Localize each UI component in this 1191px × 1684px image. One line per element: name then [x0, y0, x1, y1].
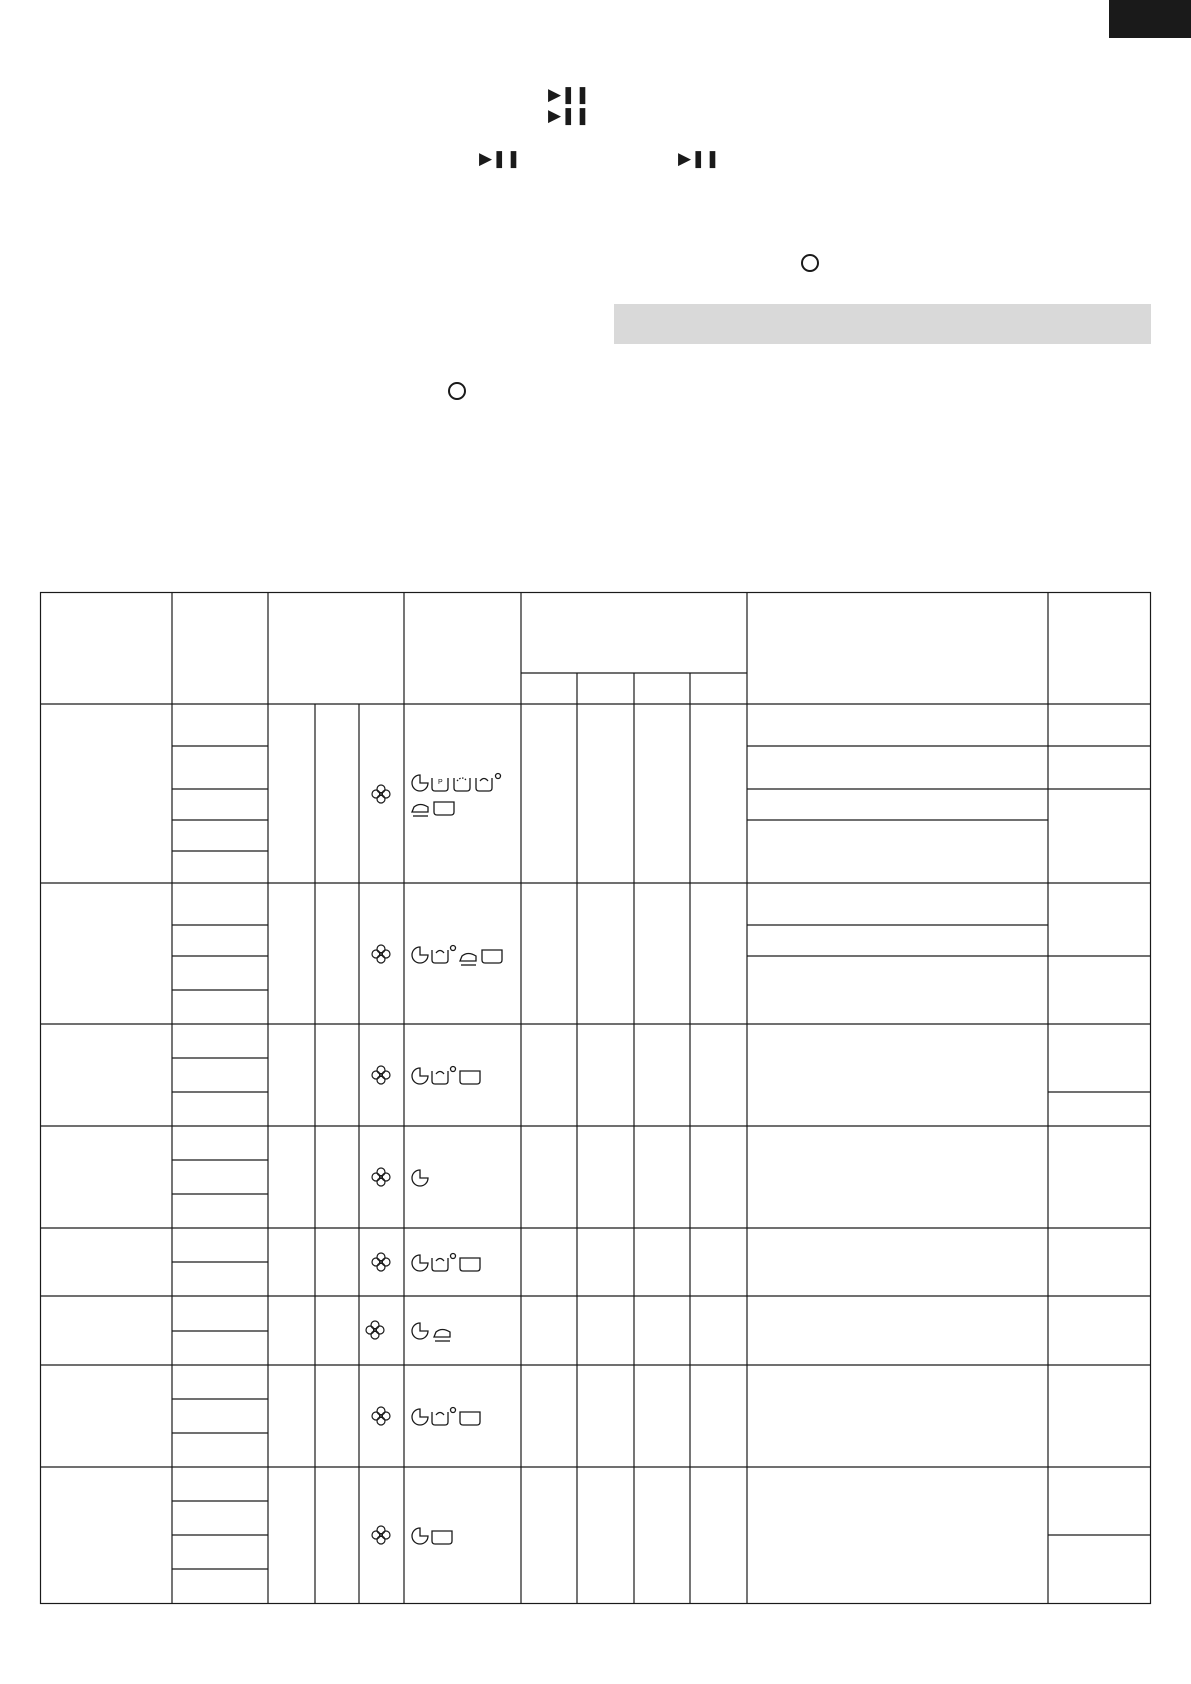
drum-icon [482, 950, 502, 963]
timer-icon [412, 1323, 428, 1339]
play-pause-icon: ▶❚❚ [678, 149, 720, 168]
timer-icon [412, 1255, 428, 1271]
intensive-icon [432, 1412, 448, 1425]
flower-icon [371, 944, 391, 964]
timer-icon [412, 1528, 428, 1544]
iron-icon [434, 1330, 450, 1338]
flower-icon [371, 1252, 391, 1272]
timer-icon [412, 1170, 428, 1186]
wash-step-icons [410, 1406, 490, 1428]
svg-text:P: P [438, 779, 443, 786]
flower-icon [365, 1320, 385, 1340]
flower-icon [371, 1525, 391, 1545]
wash-step-icons [410, 1252, 490, 1274]
drum-icon [432, 1531, 452, 1544]
play-pause-icon: ▶❚❚ [548, 106, 590, 125]
flower-icon [371, 1406, 391, 1426]
timer-icon [412, 775, 428, 791]
iron-icon [412, 805, 428, 813]
drum-icon [460, 1071, 480, 1084]
table-border [41, 593, 1151, 1604]
wash-step-icons [410, 944, 514, 966]
drum-icon [460, 1412, 480, 1425]
iron-icon [460, 954, 476, 962]
wash-step-icons [410, 1320, 460, 1344]
intensive-icon [476, 778, 492, 791]
play-pause-icon: ▶❚❚ [548, 85, 590, 104]
drum-icon [434, 802, 454, 815]
flower-icon [371, 1167, 391, 1187]
timer-icon [412, 947, 428, 963]
intensive-icon [432, 1071, 448, 1084]
wash-step-icons [410, 1167, 432, 1189]
intensive-icon [432, 1258, 448, 1271]
play-pause-icon: ▶❚❚ [479, 149, 521, 168]
flower-icon [371, 784, 391, 804]
drum-icon [460, 1258, 480, 1271]
timer-icon [412, 1409, 428, 1425]
wash-step-icons [410, 1525, 462, 1547]
stain-icon [454, 778, 470, 791]
intensive-icon [432, 950, 448, 963]
timer-icon [412, 1068, 428, 1084]
wash-step-icons [410, 1065, 490, 1087]
wash-step-icons [410, 772, 506, 818]
flower-icon [371, 1065, 391, 1085]
